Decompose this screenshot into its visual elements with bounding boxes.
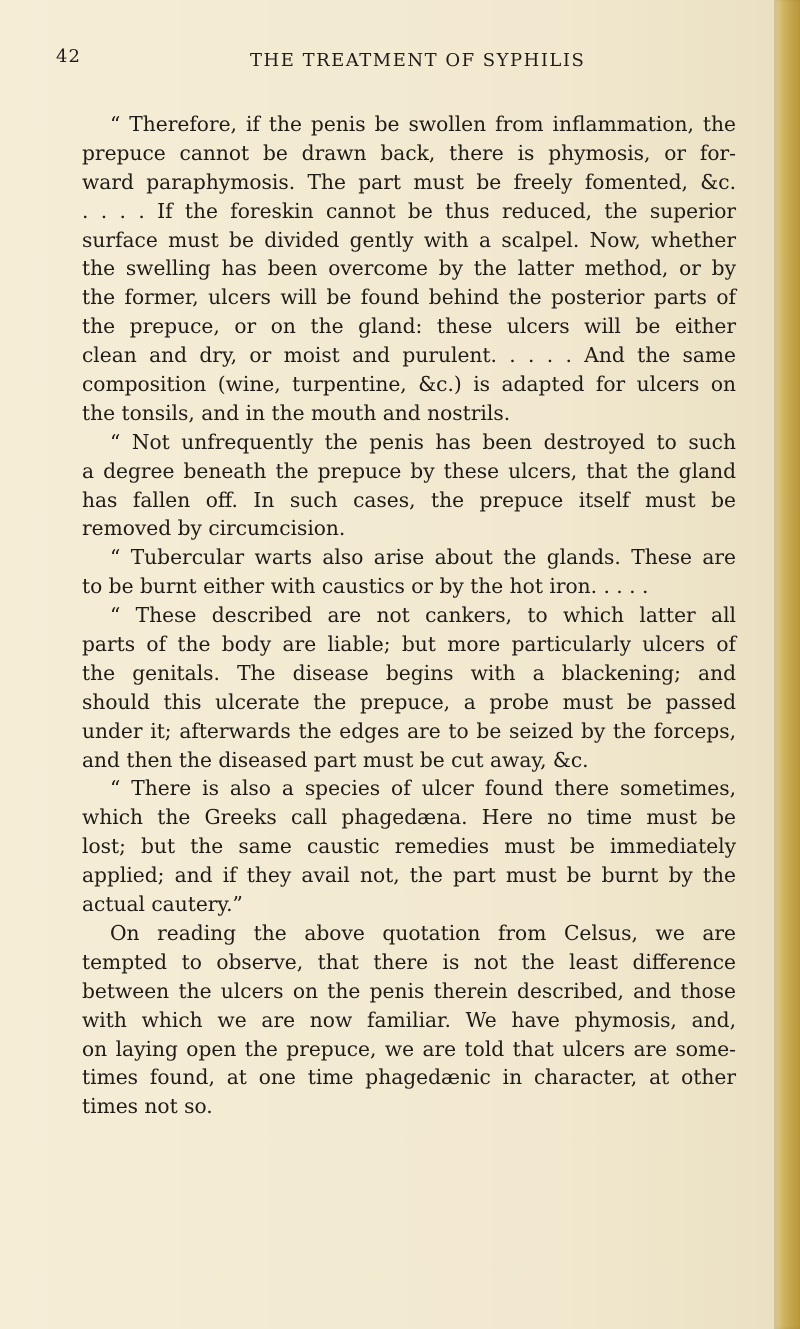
text-line: to be burnt either with caustics or by the hot iron. . . . . — [82, 574, 649, 599]
text-line: the former, ulcers will be found behind the posterior parts of — [82, 285, 736, 310]
text-line: on laying open the prepuce, we are told that ulcers are some- — [82, 1036, 736, 1061]
text-line: “ Not unfrequently the penis has been destroyed to such — [110, 429, 736, 454]
text-line: the tonsils, and in the mouth and nostrils. — [82, 400, 511, 425]
text-line: and then the diseased part must be cut away, &c. — [82, 747, 589, 772]
text-line: On reading the above quotation from Celsus, we are — [110, 920, 736, 945]
text-line: “ These described are not cankers, to which latter all — [110, 603, 736, 628]
text-line: tempted to observe, that there is not the least difference — [82, 949, 736, 974]
text-line: with which we are now familiar. We have phymosis, and, — [82, 1007, 736, 1032]
text-line: ward paraphymosis. The part must be freely fomented, &c. — [82, 169, 736, 194]
text-line: times not so. — [82, 1094, 213, 1119]
text-line: lost; but the same caustic remedies must be immediately — [82, 834, 736, 859]
text-line: “ Therefore, if the penis be swollen from inflammation, the — [110, 112, 736, 136]
body-text — [82, 110, 736, 1121]
text-line: between the ulcers on the penis therein described, and those — [82, 978, 736, 1003]
text-line: clean and dry, or moist and purulent. . . . . And the same — [82, 343, 736, 368]
text-line: “ Tubercular warts also arise about the glands. These are — [110, 545, 736, 570]
text-line: has fallen off. In such cases, the prepuce itself must be — [82, 487, 736, 512]
text-line: the swelling has been overcome by the latter method, or by — [82, 256, 736, 281]
running-title: THE TREATMENT OF SYPHILIS — [250, 50, 586, 71]
text-line: should this ulcerate the prepuce, a probe must be passed — [82, 689, 736, 714]
text-line: removed by circumcision. — [82, 516, 346, 541]
text-line: a degree beneath the prepuce by these ulcers, that the gland — [82, 458, 736, 483]
text-line: surface must be divided gently with a scalpel. Now, whether — [82, 227, 736, 252]
text-line: actual cautery.” — [82, 892, 243, 917]
page-number: 42 — [56, 46, 81, 67]
text-line: which the Greeks call phagedæna. Here no time must be — [82, 805, 736, 830]
text-line: . . . . If the foreskin cannot be thus reduced, the superior — [82, 198, 736, 223]
text-line: prepuce cannot be drawn back, there is phymosis, or for- — [82, 140, 736, 165]
page-edge — [774, 0, 800, 1329]
text-line: the prepuce, or on the gland: these ulcers will be either — [82, 314, 736, 339]
text-line: times found, at one time phagedænic in character, at other — [82, 1065, 736, 1090]
text-line: applied; and if they avail not, the part must be burnt by the — [82, 863, 736, 888]
text-line: parts of the body are liable; but more particularly ulcers of — [82, 632, 736, 657]
text-line: composition (wine, turpentine, &c.) is adapted for ulcers on — [82, 372, 736, 397]
text-line: “ There is also a species of ulcer found there sometimes, — [110, 776, 736, 801]
text-line: the genitals. The disease begins with a blackening; and — [82, 660, 736, 685]
text-line: under it; afterwards the edges are to be seized by the forceps, — [82, 718, 736, 743]
